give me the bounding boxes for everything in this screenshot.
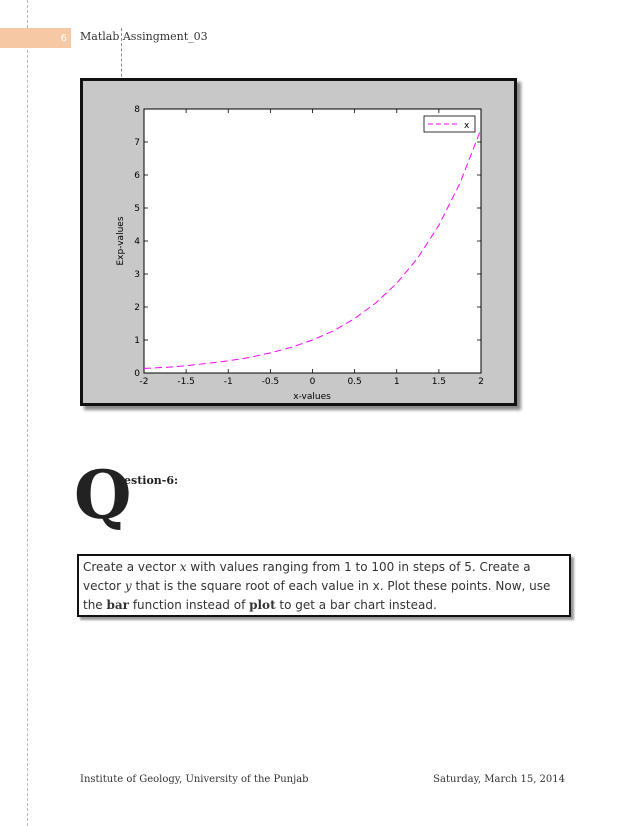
task-keyword-bar: bar bbox=[106, 598, 130, 612]
page-number: 6 bbox=[60, 32, 67, 44]
task-text: that is the square root of each value in x. Plot these points. Now, use the bbox=[83, 579, 551, 612]
task-text: function instead of bbox=[129, 598, 250, 612]
footer-date: Saturday, March 15, 2014 bbox=[433, 774, 565, 785]
x-tick-label: -1 bbox=[223, 377, 233, 387]
y-tick-label: 1 bbox=[134, 336, 140, 346]
task-text: Create a vector bbox=[83, 560, 180, 574]
matlab-figure bbox=[80, 78, 517, 406]
footer-institute: Institute of Geology, University of the Punjab bbox=[80, 774, 309, 785]
task-text: to get a bar chart instead. bbox=[275, 598, 437, 612]
question-label: uestion-6: bbox=[116, 474, 179, 487]
y-tick-label: 6 bbox=[134, 171, 140, 181]
legend-label: x bbox=[464, 121, 470, 131]
task-var-y: y bbox=[124, 579, 132, 593]
x-tick-label: 1.5 bbox=[431, 377, 447, 387]
x-axis-label: x-values bbox=[293, 392, 331, 402]
task-description-box bbox=[77, 554, 571, 617]
x-tick-label: 1 bbox=[393, 377, 400, 387]
x-tick-label: 2 bbox=[478, 377, 484, 387]
x-tick-label: -0.5 bbox=[261, 377, 280, 387]
page-margin-line bbox=[27, 0, 28, 826]
task-var-x: x bbox=[179, 560, 187, 574]
x-tick-label: 0.5 bbox=[347, 377, 362, 387]
plot-axes-area bbox=[144, 109, 481, 373]
y-tick-label: 0 bbox=[134, 369, 140, 379]
task-keyword-plot: plot bbox=[249, 598, 276, 612]
y-tick-label: 3 bbox=[134, 270, 140, 280]
y-axis-label: Exp-values bbox=[116, 216, 126, 266]
x-tick-label: 0 bbox=[309, 377, 316, 387]
y-tick-label: 5 bbox=[134, 204, 140, 214]
y-tick-label: 4 bbox=[134, 237, 140, 247]
x-tick-label: -1.5 bbox=[177, 377, 195, 387]
y-tick-label: 8 bbox=[134, 105, 140, 115]
exp-plot bbox=[83, 81, 514, 403]
y-tick-label: 2 bbox=[134, 303, 140, 313]
question-initial: Q bbox=[74, 456, 132, 534]
x-tick-label: -2 bbox=[139, 377, 149, 387]
y-tick-label: 7 bbox=[134, 138, 140, 148]
task-text: with values ranging from 1 to 100 in steps of 5. Create a vector bbox=[83, 560, 531, 593]
document-header-title: Matlab Assingment_03 bbox=[80, 30, 208, 43]
page-number-tab bbox=[0, 28, 71, 48]
legend bbox=[424, 116, 475, 132]
